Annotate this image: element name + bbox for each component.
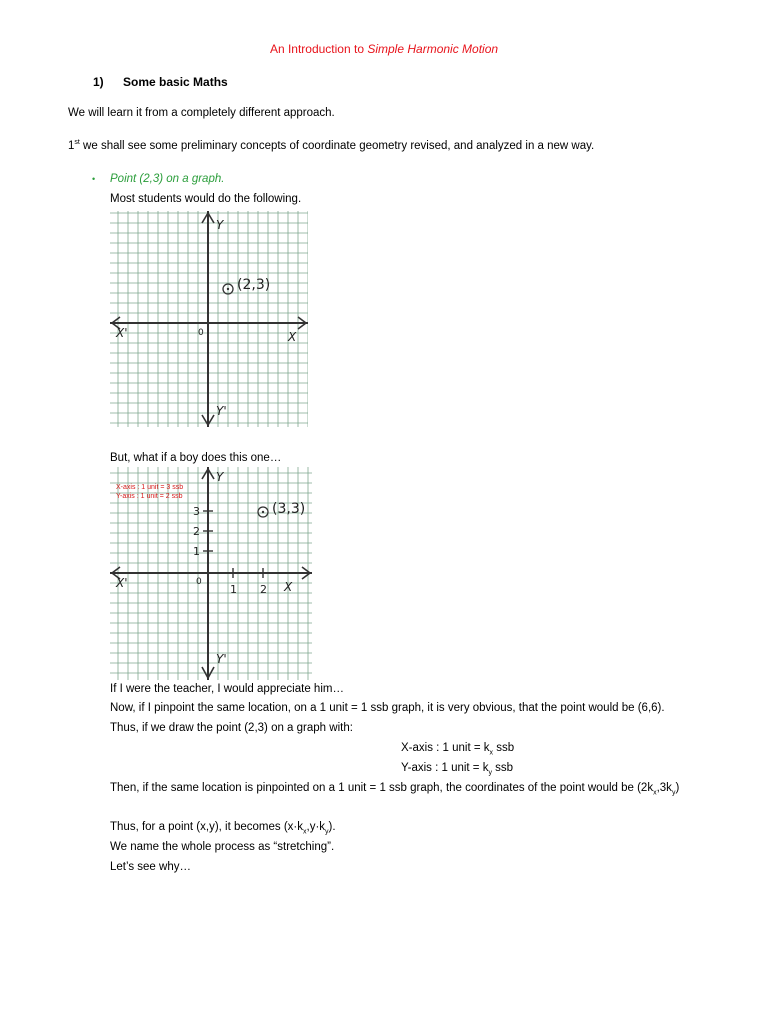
then-text: Then, if the same location is pinpointed on a 1 unit = 1 ssb graph, the coordinates of the point would be (2k [110,782,654,794]
y-axis-label: Y [216,218,224,232]
first-number: 1 [68,140,75,152]
eq-y-sub: y [488,769,492,777]
page-title [0,42,768,56]
graph1-svg [110,211,308,427]
point-label: (2,3) [237,277,271,293]
point-end: ). [328,821,336,833]
bullet-marker: • [92,174,96,184]
eq-x-sub: x [489,749,494,757]
y-neg-label: Y' [216,404,227,418]
legend-x-scale: X-axis : 1 unit = 3 ssb [116,484,184,491]
y-neg-label: Y' [216,652,227,666]
paragraph-then [110,782,680,797]
first-text: we shall see some preliminary concepts of coordinate geometry revised, and analyzed in a new way. [79,140,595,152]
origin-label: 0 [198,328,204,338]
bullet-text: Point (2,3) on a graph. [110,173,225,185]
paragraph-intro: We will learn it from a completely different approach. [68,107,335,119]
y-tick-label-1: 1 [193,545,200,558]
x-neg-label: X' [116,326,128,340]
eq-y-text: Y-axis : 1 unit = k [401,762,489,774]
paragraph-point [110,821,336,836]
bullet-item [92,173,224,185]
graph2-svg [110,467,312,680]
equation-y-axis [401,762,514,777]
origin-label: 0 [196,577,202,587]
section-number: 1) [93,75,104,89]
first-superscript: st [74,139,80,147]
paragraph-most-students: Most students would do the following. [110,193,302,205]
then-end: ) [675,782,680,794]
title-prefix: An Introduction to [269,42,368,56]
point-text: Thus, for a point (x,y), it becomes (x·k [110,821,304,833]
section-heading [93,75,228,89]
x-tick-label-2: 2 [260,583,267,596]
then-sub1: x [653,789,657,797]
section-title: Some basic Maths [123,75,228,89]
y-tick-label-2: 2 [193,525,200,538]
x-tick-label-1: 1 [230,583,237,596]
point-sub2: y [325,828,329,836]
then-mid: ,3k [656,782,672,794]
graph-point-3-3 [110,467,312,680]
plotted-point-dot [262,511,264,513]
paragraph-stretching: We name the whole process as “stretching”. [110,841,335,853]
point-label: (3,3) [272,501,306,517]
point-mid: ,y·k [306,821,326,833]
paragraph-lets-see: Let’s see why… [110,861,191,873]
plotted-point-dot [227,288,229,290]
legend-y-scale: Y-axis : 1 unit = 2 ssb [116,493,183,500]
paragraph-pinpoint: Now, if I pinpoint the same location, on a 1 unit = 1 ssb graph, it is very obvious, that the point would be (6,6). [110,702,665,714]
eq-y-tail: ssb [491,762,514,774]
title-emphasis: Simple Harmonic Motion [367,42,499,56]
x-neg-label: X' [116,576,128,590]
paragraph-teacher: If I were the teacher, I would appreciate him… [110,683,344,695]
eq-x-tail: ssb [493,742,515,754]
y-axis-label: Y [216,470,224,484]
paragraph-thus: Thus, if we draw the point (2,3) on a graph with: [110,722,353,734]
then-sub2: y [671,789,676,797]
x-axis-label: X [284,580,293,594]
eq-x-text: X-axis : 1 unit = k [401,742,490,754]
paragraph-first [68,140,594,152]
point-sub1: x [303,828,307,836]
y-tick-label-3: 3 [193,505,200,518]
paragraph-boy: But, what if a boy does this one… [110,452,282,464]
x-axis-label: X [288,330,297,344]
equation-x-axis [401,742,515,757]
graph-point-2-3 [110,211,308,427]
